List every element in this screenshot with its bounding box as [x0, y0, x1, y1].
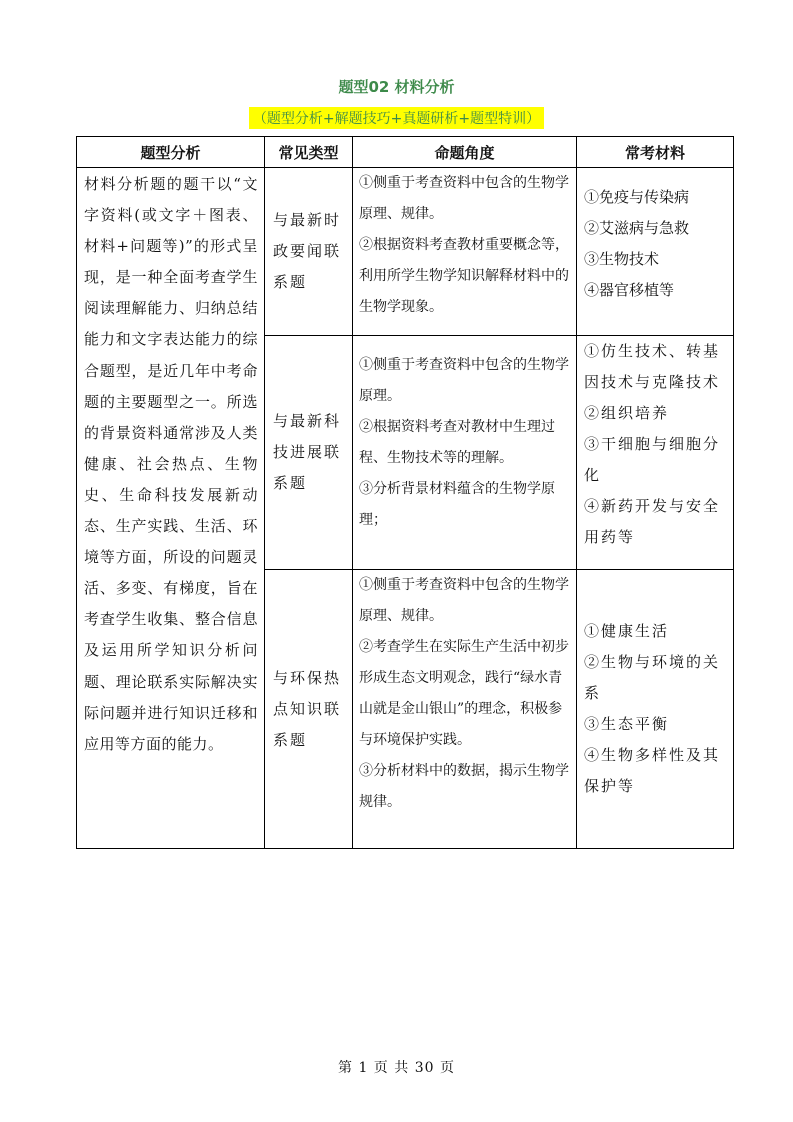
material-cell — [577, 336, 734, 570]
subtitle-wrapper — [0, 107, 793, 129]
angle-cell — [353, 168, 577, 336]
angle-item: ②根据资料考查教材重要概念等，利用所学生物学知识解释材料中的生物学现象。 — [359, 237, 569, 315]
angle-item: ③分析材料中的数据，揭示生物学规律。 — [359, 763, 569, 810]
material-cell — [577, 570, 734, 849]
material-item: ③生态平衡 — [584, 715, 670, 733]
analysis-table — [76, 136, 734, 849]
material-item: ①仿生技术、转基因技术与克隆技术 — [584, 342, 721, 391]
analysis-cell: 材料分析题的题干以“文字资料(或文字＋图表、材料+问题等)”的形式呈现，是一种全面考查学生阅读理解能力、归纳总结能力和文字表达能力的综合题型，是近几年中考命题的主要题型之一。所选的背景资料通常涉及人类健康、社会热点、生物史、生命科技发展新动态、生产实践、生活、环境等方面，所设的问题灵活、多变、有梯度，旨在考查学生收集、整合信息及运用所学知识分析问题、理论联系实际解决实际问题并进行知识迁移和应用等方面的能力。 — [77, 168, 265, 849]
header-angle: 命题角度 — [353, 137, 577, 168]
type-cell: 与环保热点知识联系题 — [265, 570, 353, 849]
material-item: ③生物技术 — [584, 250, 660, 268]
material-item: ②生物与环境的关系 — [584, 653, 721, 702]
type-cell: 与最新科技进展联系题 — [265, 336, 353, 570]
angle-item: ③分析背景材料蕴含的生物学原理； — [359, 481, 555, 528]
table-header-row — [77, 137, 734, 168]
material-item: ④生物多样性及其保护等 — [584, 746, 721, 795]
header-type: 常见类型 — [265, 137, 353, 168]
material-item: ①免疫与传染病 — [584, 188, 690, 206]
table-row — [77, 168, 734, 336]
material-item: ④器官移植等 — [584, 281, 675, 299]
angle-cell — [353, 336, 577, 570]
angle-cell — [353, 570, 577, 849]
type-cell: 与最新时政要闻联系题 — [265, 168, 353, 336]
document-subtitle: （题型分析+解题技巧+真题研析+题型特训） — [249, 107, 544, 129]
material-cell — [577, 168, 734, 336]
material-item: ①健康生活 — [584, 622, 670, 640]
angle-item: ②根据资料考查对教材中生理过程、生物技术等的理解。 — [359, 419, 555, 466]
material-item: ③干细胞与细胞分化 — [584, 435, 721, 484]
angle-item: ①侧重于考查资料中包含的生物学原理。 — [359, 357, 569, 404]
document-title: 题型02 材料分析 — [338, 78, 455, 96]
header-analysis: 题型分析 — [77, 137, 265, 168]
material-item: ②组织培养 — [584, 404, 670, 422]
material-item: ②艾滋病与急救 — [584, 219, 690, 237]
material-item: ④新药开发与安全用药等 — [584, 497, 721, 546]
angle-item: ①侧重于考查资料中包含的生物学原理、规律。 — [359, 577, 569, 624]
page-footer: 第 1 页 共 30 页 — [338, 1060, 455, 1076]
angle-item: ②考查学生在实际生产生活中初步形成生态文明观念，践行“绿水青山就是金山银山”的理念，积极参与环境保护实践。 — [359, 639, 569, 748]
angle-item: ①侧重于考查资料中包含的生物学原理、规律。 — [359, 175, 569, 222]
header-material: 常考材料 — [577, 137, 734, 168]
